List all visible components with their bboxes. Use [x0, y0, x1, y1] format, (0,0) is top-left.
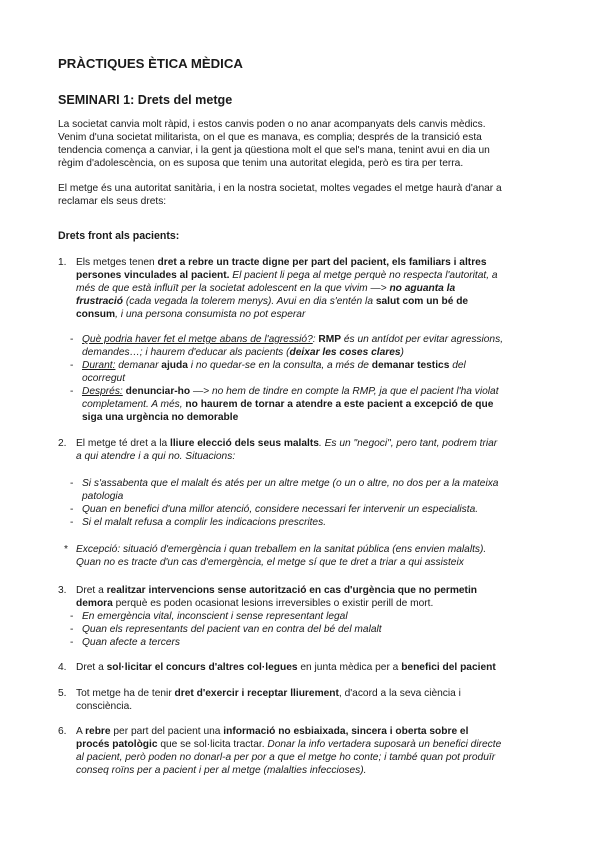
text-run: conseq roïns per a pacient i per al metge (malalties infeccioses). — [76, 765, 367, 776]
text-run: Dret a — [76, 662, 107, 673]
text-run: dret d'exercir i receptar lliurement — [174, 688, 339, 699]
item-5-line — [76, 700, 132, 713]
text-run: Si el malalt refusa a complir les indicacions prescrites. — [82, 517, 327, 528]
text-run: A — [76, 726, 86, 737]
sub3-line — [82, 610, 348, 623]
text-run: El metge té dret a la — [76, 438, 171, 449]
exception-note-line — [76, 543, 486, 556]
text-run: En emergència vital, inconscient i sense representant legal — [82, 611, 348, 622]
text-run: salut com un bé de — [375, 296, 469, 307]
item-number: 6. — [58, 726, 67, 737]
text-run: Els metges tenen — [76, 257, 158, 268]
text-run: benefici del pacient — [401, 662, 496, 673]
star-marker: * — [64, 544, 68, 555]
text-run: Quan els representants del pacient van en contra del bé del malalt — [82, 624, 382, 635]
text-run: realitzar intervencions sense autorització en cas d'urgència que no permetin — [106, 585, 477, 596]
sub2-line — [82, 516, 326, 529]
text-run: persones vinculades al pacient — [76, 270, 227, 281]
text-run: i no quedar-se en la consulta, a més de — [187, 360, 372, 371]
item-1-line — [76, 308, 305, 321]
text-run: al pacient, però poden no donarl-a per por a que el metge ho conte; i també quan pot produïr — [76, 752, 496, 763]
sub1-after-line — [82, 411, 238, 424]
dash-marker: - — [70, 504, 74, 515]
dash-marker: - — [70, 624, 74, 635]
text-run: no haurem de tornar a atendre a este pacient a excepció de que — [185, 399, 494, 410]
text-run: Quan afecte a tercers — [82, 637, 180, 648]
text-run: (cada vegada la tolerem menys). Avui en dia s'entén la — [123, 296, 376, 307]
text-run: procés patològic — [76, 739, 158, 750]
text-run: Excepció: situació d'emergència i quan treballem en la sanitat pública (ens envien malalts). — [76, 544, 487, 555]
sub1-after-line — [82, 385, 499, 398]
text-run: , d'acord a la seva ciència i — [338, 688, 461, 699]
text-run: del — [449, 360, 466, 371]
sub2-line — [82, 503, 478, 516]
text-run: consciència. — [76, 701, 133, 712]
sub1-before-line — [82, 346, 404, 359]
item-number: 5. — [58, 688, 67, 699]
intro-line-3: tendencia comença a canviar, i la gent ja qüestiona molt el que sel's mana, tenint avui en dia un — [58, 145, 490, 156]
text-run: . — [226, 270, 233, 281]
text-run: que se sol·licita tractar. — [157, 739, 268, 750]
dash-marker: - — [70, 386, 74, 397]
text-run: patologia — [82, 491, 124, 502]
item-number: 3. — [58, 585, 67, 596]
text-run: , i una persona consumista no pot esperar — [115, 309, 306, 320]
section-heading: Drets front als pacients: — [58, 230, 180, 242]
text-run: . Es un "negoci", pero tant, podrem triar — [318, 438, 498, 449]
item-3-line — [76, 597, 433, 610]
item-5-line — [76, 687, 461, 700]
text-run: demora — [76, 598, 113, 609]
item-6-line — [76, 764, 366, 777]
intro-line-1: La societat canvia molt ràpid, i estos canvis poden o no anar acompanyats dels canvis mèdics. — [58, 119, 486, 130]
intro-line-2: Venim d'una societat militarista, on el que es manava, es complia; després de la transició esta — [58, 132, 482, 143]
sub1-after-line — [82, 398, 493, 411]
text-run: denunciar-ho — [125, 386, 191, 397]
item-3-line — [76, 584, 477, 597]
item-4-line — [76, 661, 496, 674]
item-number: 4. — [58, 662, 67, 673]
sub3-line — [82, 636, 180, 649]
text-run: perquè es poden ocasionat lesions irreversibles o existir perill de mort. — [112, 598, 434, 609]
seminar-heading: SEMINARI 1: Drets del metge — [58, 93, 233, 107]
item-number: 2. — [58, 438, 67, 449]
text-run: RMP — [318, 334, 342, 345]
dash-marker: - — [70, 517, 74, 528]
text-run: informació no esbiaixada, sincera i oberta sobre el — [223, 726, 469, 737]
dash-marker: - — [70, 478, 74, 489]
text-run: demanar — [115, 360, 162, 371]
sub2-line — [82, 490, 123, 503]
item-number: 1. — [58, 257, 67, 268]
text-run: completament. A més, — [82, 399, 186, 410]
intro2-line-2: reclamar els seus drets: — [58, 196, 167, 207]
text-run: dret a rebre un tracte digne per part del pacient, els familiars i altres — [157, 257, 487, 268]
text-run: Quan no es tracte d'un cas d'emergència, el metge sí que te dret a triar a qui assisteix — [76, 557, 464, 568]
text-run: ajuda — [161, 360, 188, 371]
text-run: demanar testics — [371, 360, 450, 371]
text-run: ocorregut — [82, 373, 126, 384]
item-6-line — [76, 725, 468, 738]
text-run: consum — [76, 309, 116, 320]
dash-marker: - — [70, 637, 74, 648]
sub1-before-line — [82, 333, 503, 346]
item-1-line — [76, 269, 498, 282]
text-run: Quan en benefici d'una millor atenció, considere necessari fer intervenir un especialista. — [82, 504, 479, 515]
dash-marker: - — [70, 360, 74, 371]
sub1-during-line — [82, 372, 125, 385]
dash-marker: - — [70, 611, 74, 622]
text-run: Donar la info vertadera suposarà un benefici directe — [267, 739, 502, 750]
sub1-during-line — [82, 359, 466, 372]
document-title: PRÀCTIQUES ÈTICA MÈDICA — [58, 56, 243, 71]
exception-note-line — [76, 556, 464, 569]
text-run: Què podria haver fet el metge abans de l'agressió? — [82, 334, 313, 345]
text-run: frustració — [76, 296, 123, 307]
text-run: a qui atendre i a qui no. Situacions: — [76, 451, 236, 462]
text-run: és un antídot per evitar agressions, — [341, 334, 504, 345]
text-run: demandes…; i haurem d'educar als pacients ( — [82, 347, 290, 358]
dash-marker: - — [70, 334, 74, 345]
text-run: El pacient li pega al metge perquè no respecta l'autoritat, a — [232, 270, 498, 281]
text-run: Durant: — [82, 360, 116, 371]
text-run: en junta mèdica per a — [297, 662, 402, 673]
text-run: no aguanta la — [389, 283, 456, 294]
intro2-line-1: El metge és una autoritat sanitària, i en la nostra societat, moltes vegades el metge haurà d'anar a — [58, 183, 502, 194]
text-run: Tot metge ha de tenir — [76, 688, 175, 699]
text-run: siga una urgència no demorable — [82, 412, 239, 423]
item-1-line — [76, 282, 455, 295]
intro-line-4: règim d'adolescència, on es suposa que tenim una autoritat elegida, però es tira per terra. — [58, 158, 464, 169]
item-1-line — [76, 295, 468, 308]
text-run: sol·licitar el concurs d'altres col·legues — [106, 662, 298, 673]
text-run: Dret a — [76, 585, 107, 596]
text-run: rebre — [85, 726, 111, 737]
text-run: : — [312, 334, 319, 345]
text-run: per part del pacient una — [110, 726, 224, 737]
text-run: ) — [400, 347, 404, 358]
text-run: Si s'assabenta que el malalt és atés per un altre metge (o un o altre, no dos per a la mateixa — [82, 478, 499, 489]
item-6-line — [76, 751, 495, 764]
sub2-line — [82, 477, 498, 490]
text-run: deixar les coses clares — [289, 347, 401, 358]
item-2-line — [76, 450, 235, 463]
text-run: lliure elecció dels seus malalts — [170, 438, 319, 449]
item-2-line — [76, 437, 497, 450]
sub3-line — [82, 623, 382, 636]
text-run: —> no hem de tindre en compte la RMP, ja que el pacient l'ha violat — [190, 386, 499, 397]
item-1-line — [76, 256, 487, 269]
item-6-line — [76, 738, 501, 751]
text-run: més de que està influït per la societat adolescent en la que vivim —> — [76, 283, 390, 294]
text-run: Després: — [82, 386, 123, 397]
